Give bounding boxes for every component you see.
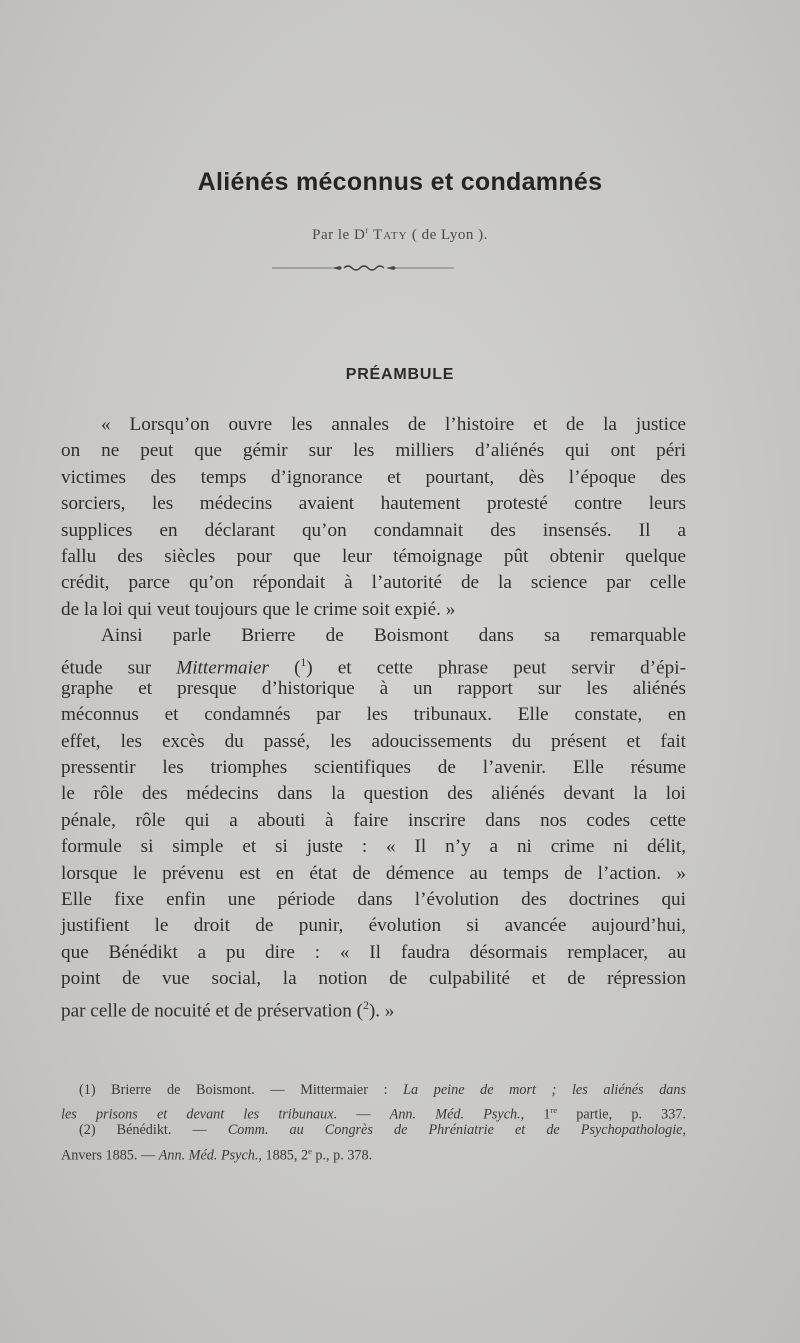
text-segment: lorsque le prévenu est en état de démence au temps de l’action. » — [61, 862, 686, 884]
body-line — [61, 676, 686, 702]
article-title: Aliénés méconnus et condamnés — [197, 168, 603, 196]
text-segment: Elle fixe enfin une période dans l’évolution des doctrines qui — [61, 889, 686, 911]
body-text — [61, 412, 686, 1019]
text-segment: . — — [333, 1106, 390, 1123]
text-segment: justifient le droit de punir, évolution si avancée aujourd’hui, — [61, 915, 686, 937]
italic-text: La peine de mort ; les aliénés dans — [403, 1082, 686, 1098]
text-segment: ) et cette phrase peut servir d’épi- — [306, 656, 686, 678]
italic-text: Ann. Méd. Psych. — [389, 1106, 521, 1123]
body-line — [61, 465, 686, 491]
superscript: re — [550, 1105, 558, 1116]
body-line — [61, 913, 686, 939]
text-segment: victimes des temps d’ignorance et pourtant, dès l’époque des — [61, 466, 686, 488]
italic-text: Mittermaier — [176, 656, 269, 678]
text-segment: méconnus et condamnés par les tribunaux. Elle constate, en — [61, 704, 686, 726]
text-segment: pressentir les triomphes scientifiques de l’avenir. Elle résume — [61, 757, 686, 779]
text-segment: (2) Bénédikt. — — [79, 1122, 228, 1139]
byline-affiliation: ( de Lyon ). — [411, 227, 488, 243]
body-line — [61, 544, 686, 570]
byline-prefix: Par le D — [312, 227, 366, 243]
footnote-line — [61, 1100, 687, 1123]
body-line — [61, 702, 686, 728]
body-line — [61, 623, 686, 649]
text-segment: ( — [268, 656, 301, 678]
text-segment: le rôle des médecins dans la question des aliénés devant la loi — [61, 783, 686, 805]
byline — [0, 225, 800, 244]
text-segment: (1) Brierre de Boismont. — Mittermaier : — [79, 1082, 404, 1098]
body-line — [61, 650, 686, 676]
body-line — [61, 597, 686, 623]
superscript: 2 — [363, 999, 369, 1012]
footnote-line — [61, 1120, 686, 1140]
text-segment: , 1 — [520, 1106, 551, 1123]
body-line — [61, 887, 686, 913]
ornament-divider — [272, 263, 454, 273]
text-segment: partie, p. 337. — [557, 1106, 687, 1123]
footnote-line — [61, 1080, 686, 1100]
text-segment: de la loi qui veut toujours que le crime soit expié. » — [61, 598, 456, 620]
text-segment: supplices en déclarant qu’on condamnait des insensés. Il a — [61, 519, 686, 541]
body-line — [61, 781, 686, 807]
text-segment: ). » — [368, 999, 395, 1021]
body-line — [61, 755, 686, 781]
text-segment: « Lorsqu’on ouvre les annales de l’histoire et de la justice — [101, 414, 686, 435]
text-segment: point de vue social, la notion de culpabilité et de répression — [61, 968, 686, 990]
footnote-line — [61, 1141, 686, 1164]
body-line — [61, 729, 686, 755]
text-segment: que Bénédikt a pu dire : « Il faudra désormais remplacer, au — [61, 941, 686, 963]
body-line — [61, 438, 686, 464]
text-segment: pénale, rôle qui a abouti à faire inscrire dans nos codes cette — [61, 809, 686, 831]
text-segment: Anvers 1885. — — [61, 1147, 159, 1164]
section-heading: PRÉAMBULE — [345, 366, 455, 383]
body-line — [61, 993, 686, 1019]
text-segment: sorciers, les médecins avaient hautement protesté contre leurs — [61, 493, 686, 515]
text-segment: , — [682, 1122, 687, 1139]
text-segment: crédit, parce qu’on répondait à l’autorité de la science par celle — [61, 572, 686, 594]
body-line — [61, 861, 686, 887]
italic-text: Comm. au Congrès de Phréniatrie et de Psychopathologie — [227, 1122, 683, 1139]
text-segment: formule si simple et si juste : « Il n’y a ni crime ni délit, — [61, 836, 686, 858]
footnotes — [61, 1080, 687, 1164]
body-line — [61, 834, 686, 860]
text-segment: p., p. 378. — [311, 1147, 373, 1164]
text-segment: graphe et presque d’historique à un rapport sur les aliénés — [61, 677, 686, 699]
byline-sup: r — [365, 225, 369, 235]
text-segment: , 1885, 2 — [258, 1147, 309, 1164]
italic-text: Ann. Méd. Psych. — [158, 1147, 259, 1164]
superscript: 1 — [300, 656, 307, 669]
body-line — [61, 412, 686, 438]
body-line — [61, 940, 686, 966]
byline-author: Taty — [373, 227, 408, 243]
body-line — [61, 518, 686, 544]
text-segment: étude sur — [61, 656, 177, 678]
text-segment: fallu des siècles pour que leur témoignage pût obtenir quelque — [61, 545, 686, 567]
body-line — [61, 966, 686, 992]
text-segment: effet, les excès du passé, les adoucissements du présent et fait — [61, 730, 686, 752]
body-line — [61, 808, 686, 834]
text-segment: Ainsi parle Brierre de Boismont dans sa remarquable — [101, 625, 686, 647]
text-segment: par celle de nocuité et de préservation ( — [61, 999, 364, 1021]
text-segment: on ne peut que gémir sur les milliers d’aliénés qui ont péri — [61, 440, 686, 462]
body-line — [61, 570, 686, 596]
italic-text: les prisons et devant les tribunaux — [61, 1106, 334, 1123]
superscript: e — [308, 1145, 312, 1156]
body-line — [61, 491, 686, 517]
